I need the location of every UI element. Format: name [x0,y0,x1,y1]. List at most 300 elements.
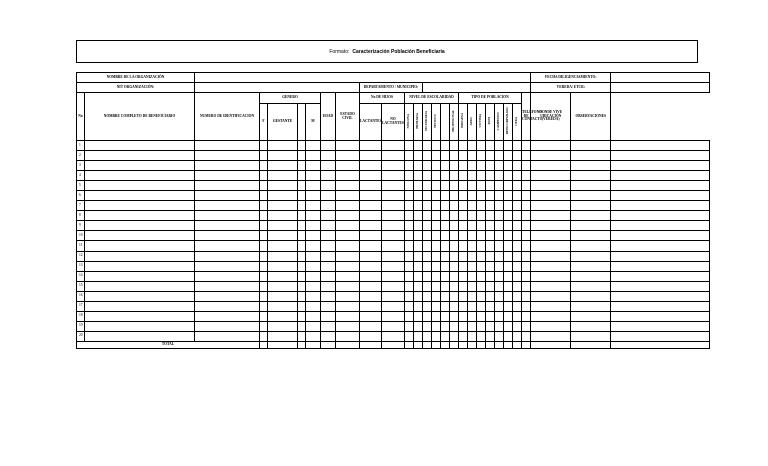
table-cell[interactable] [423,141,432,151]
table-cell[interactable] [298,291,306,301]
table-cell[interactable] [468,171,477,181]
table-cell[interactable] [571,291,611,301]
table-cell[interactable] [268,291,298,301]
table-cell[interactable] [423,321,432,331]
table-cell[interactable] [531,331,571,341]
table-cell[interactable] [486,331,495,341]
table-cell[interactable] [495,221,504,231]
table-cell[interactable] [513,161,522,171]
table-cell[interactable] [459,201,468,211]
table-cell[interactable] [531,221,571,231]
table-cell[interactable] [504,231,513,241]
table-cell[interactable] [432,171,441,181]
table-cell[interactable] [306,241,321,251]
table-cell[interactable] [504,221,513,231]
table-cell[interactable] [405,171,414,181]
table-cell[interactable] [611,241,710,251]
table-cell[interactable] [611,301,710,311]
table-cell[interactable] [85,301,195,311]
table-cell[interactable] [260,291,268,301]
table-cell[interactable] [321,151,336,161]
table-cell[interactable] [382,261,405,271]
table-cell[interactable] [495,301,504,311]
table-cell[interactable] [450,271,459,281]
table-cell[interactable] [268,191,298,201]
table-cell[interactable] [486,231,495,241]
table-cell[interactable] [513,261,522,271]
table-cell[interactable] [360,201,382,211]
table-cell[interactable] [405,201,414,211]
table-cell[interactable] [450,301,459,311]
table-cell[interactable] [405,281,414,291]
table-cell[interactable] [382,281,405,291]
table-cell[interactable] [336,181,360,191]
table-cell[interactable] [306,311,321,321]
table-cell[interactable] [382,321,405,331]
total-cell[interactable] [268,341,298,348]
table-cell[interactable] [571,161,611,171]
table-cell[interactable] [432,231,441,241]
table-cell[interactable] [531,231,571,241]
table-cell[interactable] [298,311,306,321]
table-cell[interactable] [321,271,336,281]
table-cell[interactable] [486,291,495,301]
table-cell[interactable] [522,211,531,221]
table-cell[interactable] [85,271,195,281]
table-cell[interactable] [571,231,611,241]
table-cell[interactable] [611,141,710,151]
table-cell[interactable] [441,231,450,241]
table-cell[interactable] [459,321,468,331]
table-cell[interactable] [441,261,450,271]
table-cell[interactable] [441,291,450,301]
table-cell[interactable] [522,261,531,271]
table-cell[interactable] [414,271,423,281]
table-cell[interactable] [360,281,382,291]
table-cell[interactable] [336,201,360,211]
table-cell[interactable] [468,211,477,221]
table-cell[interactable] [513,231,522,241]
table-cell[interactable] [468,301,477,311]
table-cell[interactable] [405,221,414,231]
table-cell[interactable] [260,141,268,151]
table-cell[interactable] [611,261,710,271]
table-cell[interactable] [85,281,195,291]
table-cell[interactable] [423,251,432,261]
table-cell[interactable] [531,191,571,201]
table-cell[interactable] [360,171,382,181]
table-cell[interactable] [260,311,268,321]
table-cell[interactable] [298,151,306,161]
table-cell[interactable] [321,141,336,151]
table-cell[interactable] [360,301,382,311]
table-cell[interactable] [195,281,260,291]
table-cell[interactable] [306,331,321,341]
table-cell[interactable] [336,161,360,171]
table-cell[interactable] [321,311,336,321]
table-cell[interactable] [432,301,441,311]
table-cell[interactable] [441,221,450,231]
table-cell[interactable] [611,181,710,191]
table-cell[interactable] [195,261,260,271]
table-cell[interactable] [306,141,321,151]
table-cell[interactable] [405,321,414,331]
table-cell[interactable] [405,141,414,151]
date-field[interactable] [611,73,710,83]
table-cell[interactable] [522,331,531,341]
table-cell[interactable] [382,161,405,171]
table-cell[interactable] [423,181,432,191]
table-cell[interactable] [423,221,432,231]
table-cell[interactable] [85,311,195,321]
table-cell[interactable] [468,281,477,291]
table-cell[interactable] [495,201,504,211]
table-cell[interactable] [450,261,459,271]
table-cell[interactable] [522,191,531,201]
table-cell[interactable] [336,221,360,231]
table-cell[interactable] [459,311,468,321]
table-cell[interactable] [382,291,405,301]
table-cell[interactable] [441,211,450,221]
table-cell[interactable] [306,281,321,291]
table-cell[interactable] [306,301,321,311]
table-cell[interactable] [459,141,468,151]
table-cell[interactable] [321,251,336,261]
table-cell[interactable] [531,301,571,311]
table-cell[interactable] [459,301,468,311]
table-cell[interactable] [382,221,405,231]
table-cell[interactable] [522,171,531,181]
table-cell[interactable] [336,291,360,301]
table-cell[interactable] [405,211,414,221]
table-cell[interactable] [468,161,477,171]
table-cell[interactable] [571,201,611,211]
table-cell[interactable] [513,281,522,291]
table-cell[interactable] [414,251,423,261]
table-cell[interactable] [423,331,432,341]
table-cell[interactable] [477,291,486,301]
table-cell[interactable] [195,171,260,181]
table-cell[interactable] [85,231,195,241]
table-cell[interactable] [260,201,268,211]
table-cell[interactable] [298,161,306,171]
table-cell[interactable] [405,161,414,171]
table-cell[interactable] [513,301,522,311]
table-cell[interactable] [450,211,459,221]
table-cell[interactable] [531,271,571,281]
table-cell[interactable] [260,301,268,311]
table-cell[interactable] [405,241,414,251]
table-cell[interactable] [522,251,531,261]
table-cell[interactable] [360,321,382,331]
table-cell[interactable] [414,311,423,321]
table-cell[interactable] [571,211,611,221]
table-cell[interactable] [531,171,571,181]
table-cell[interactable] [611,231,710,241]
table-cell[interactable] [468,321,477,331]
table-cell[interactable] [611,271,710,281]
table-cell[interactable] [306,151,321,161]
table-cell[interactable] [611,291,710,301]
table-cell[interactable] [513,241,522,251]
table-cell[interactable] [513,291,522,301]
table-cell[interactable] [522,281,531,291]
table-cell[interactable] [268,211,298,221]
table-cell[interactable] [531,251,571,261]
table-cell[interactable] [195,331,260,341]
table-cell[interactable] [195,271,260,281]
table-cell[interactable] [423,301,432,311]
table-cell[interactable] [611,331,710,341]
table-cell[interactable] [336,281,360,291]
table-cell[interactable] [571,241,611,251]
table-cell[interactable] [477,171,486,181]
table-cell[interactable] [260,261,268,271]
total-cell[interactable] [531,341,571,348]
table-cell[interactable] [85,241,195,251]
table-cell[interactable] [459,331,468,341]
table-cell[interactable] [268,321,298,331]
table-cell[interactable] [260,241,268,251]
table-cell[interactable] [260,191,268,201]
table-cell[interactable] [360,151,382,161]
table-cell[interactable] [522,241,531,251]
table-cell[interactable] [571,221,611,231]
table-cell[interactable] [504,151,513,161]
table-cell[interactable] [360,261,382,271]
table-cell[interactable] [268,281,298,291]
table-cell[interactable] [441,311,450,321]
table-cell[interactable] [298,181,306,191]
table-cell[interactable] [504,161,513,171]
table-cell[interactable] [477,141,486,151]
table-cell[interactable] [450,221,459,231]
table-cell[interactable] [85,141,195,151]
table-cell[interactable] [414,321,423,331]
table-cell[interactable] [195,251,260,261]
table-cell[interactable] [531,151,571,161]
table-cell[interactable] [495,161,504,171]
table-cell[interactable] [571,171,611,181]
table-cell[interactable] [336,251,360,261]
table-cell[interactable] [504,181,513,191]
table-cell[interactable] [468,181,477,191]
table-cell[interactable] [321,181,336,191]
table-cell[interactable] [321,161,336,171]
table-cell[interactable] [459,251,468,261]
table-cell[interactable] [382,171,405,181]
table-cell[interactable] [298,321,306,331]
table-cell[interactable] [486,151,495,161]
table-cell[interactable] [432,181,441,191]
table-cell[interactable] [504,201,513,211]
table-cell[interactable] [321,201,336,211]
table-cell[interactable] [432,241,441,251]
total-cell[interactable] [260,341,268,348]
table-cell[interactable] [195,141,260,151]
table-cell[interactable] [486,241,495,251]
table-cell[interactable] [441,331,450,341]
table-cell[interactable] [571,151,611,161]
table-cell[interactable] [571,281,611,291]
table-cell[interactable] [298,191,306,201]
table-cell[interactable] [432,321,441,331]
table-cell[interactable] [382,211,405,221]
table-cell[interactable] [336,331,360,341]
total-cell[interactable] [298,341,306,348]
table-cell[interactable] [432,141,441,151]
table-cell[interactable] [423,241,432,251]
table-cell[interactable] [486,251,495,261]
table-cell[interactable] [268,241,298,251]
table-cell[interactable] [477,261,486,271]
table-cell[interactable] [260,271,268,281]
table-cell[interactable] [531,161,571,171]
table-cell[interactable] [504,261,513,271]
table-cell[interactable] [405,251,414,261]
table-cell[interactable] [495,181,504,191]
table-cell[interactable] [441,171,450,181]
table-cell[interactable] [414,181,423,191]
table-cell[interactable] [495,271,504,281]
table-cell[interactable] [441,271,450,281]
table-cell[interactable] [495,151,504,161]
table-cell[interactable] [382,271,405,281]
table-cell[interactable] [611,191,710,201]
total-cell[interactable] [321,341,336,348]
table-cell[interactable] [360,211,382,221]
table-cell[interactable] [321,321,336,331]
table-cell[interactable] [531,201,571,211]
table-cell[interactable] [513,321,522,331]
table-cell[interactable] [450,311,459,321]
table-cell[interactable] [513,221,522,231]
table-cell[interactable] [405,331,414,341]
table-cell[interactable] [423,231,432,241]
table-cell[interactable] [459,181,468,191]
table-cell[interactable] [611,171,710,181]
table-cell[interactable] [441,181,450,191]
table-cell[interactable] [504,171,513,181]
table-cell[interactable] [611,251,710,261]
table-cell[interactable] [268,141,298,151]
table-cell[interactable] [306,201,321,211]
table-cell[interactable] [382,301,405,311]
table-cell[interactable] [268,271,298,281]
table-cell[interactable] [298,271,306,281]
table-cell[interactable] [571,311,611,321]
table-cell[interactable] [306,181,321,191]
table-cell[interactable] [414,211,423,221]
total-cell[interactable] [360,341,382,348]
table-cell[interactable] [405,291,414,301]
table-cell[interactable] [495,311,504,321]
table-cell[interactable] [195,211,260,221]
table-cell[interactable] [85,321,195,331]
table-cell[interactable] [414,301,423,311]
table-cell[interactable] [432,191,441,201]
table-cell[interactable] [477,231,486,241]
table-cell[interactable] [611,211,710,221]
table-cell[interactable] [531,211,571,221]
table-cell[interactable] [414,151,423,161]
table-cell[interactable] [195,301,260,311]
table-cell[interactable] [432,211,441,221]
table-cell[interactable] [459,191,468,201]
table-cell[interactable] [450,251,459,261]
table-cell[interactable] [268,301,298,311]
table-cell[interactable] [522,151,531,161]
table-cell[interactable] [360,181,382,191]
table-cell[interactable] [85,161,195,171]
table-cell[interactable] [268,231,298,241]
table-cell[interactable] [260,171,268,181]
table-cell[interactable] [360,251,382,261]
table-cell[interactable] [468,221,477,231]
table-cell[interactable] [336,261,360,271]
table-cell[interactable] [441,251,450,261]
table-cell[interactable] [306,211,321,221]
table-cell[interactable] [382,311,405,321]
table-cell[interactable] [522,301,531,311]
table-cell[interactable] [522,161,531,171]
table-cell[interactable] [298,301,306,311]
total-cell[interactable] [459,341,468,348]
table-cell[interactable] [298,241,306,251]
table-cell[interactable] [414,141,423,151]
table-cell[interactable] [441,141,450,151]
table-cell[interactable] [306,171,321,181]
table-cell[interactable] [298,171,306,181]
table-cell[interactable] [495,171,504,181]
total-cell[interactable] [306,341,321,348]
table-cell[interactable] [450,321,459,331]
table-cell[interactable] [522,141,531,151]
table-cell[interactable] [260,331,268,341]
table-cell[interactable] [405,191,414,201]
table-cell[interactable] [477,281,486,291]
table-cell[interactable] [571,301,611,311]
table-cell[interactable] [321,261,336,271]
total-cell[interactable] [504,341,513,348]
table-cell[interactable] [468,261,477,271]
table-cell[interactable] [495,281,504,291]
table-cell[interactable] [477,311,486,321]
table-cell[interactable] [405,151,414,161]
table-cell[interactable] [450,201,459,211]
table-cell[interactable] [504,301,513,311]
table-cell[interactable] [414,331,423,341]
table-cell[interactable] [298,261,306,271]
table-cell[interactable] [260,321,268,331]
table-cell[interactable] [571,141,611,151]
table-cell[interactable] [382,201,405,211]
table-cell[interactable] [504,271,513,281]
table-cell[interactable] [611,201,710,211]
table-cell[interactable] [298,221,306,231]
table-cell[interactable] [195,231,260,241]
table-cell[interactable] [450,161,459,171]
table-cell[interactable] [336,191,360,201]
table-cell[interactable] [306,191,321,201]
table-cell[interactable] [522,181,531,191]
table-cell[interactable] [513,151,522,161]
table-cell[interactable] [468,251,477,261]
table-cell[interactable] [85,331,195,341]
table-cell[interactable] [441,201,450,211]
table-cell[interactable] [306,231,321,241]
total-cell[interactable] [336,341,360,348]
